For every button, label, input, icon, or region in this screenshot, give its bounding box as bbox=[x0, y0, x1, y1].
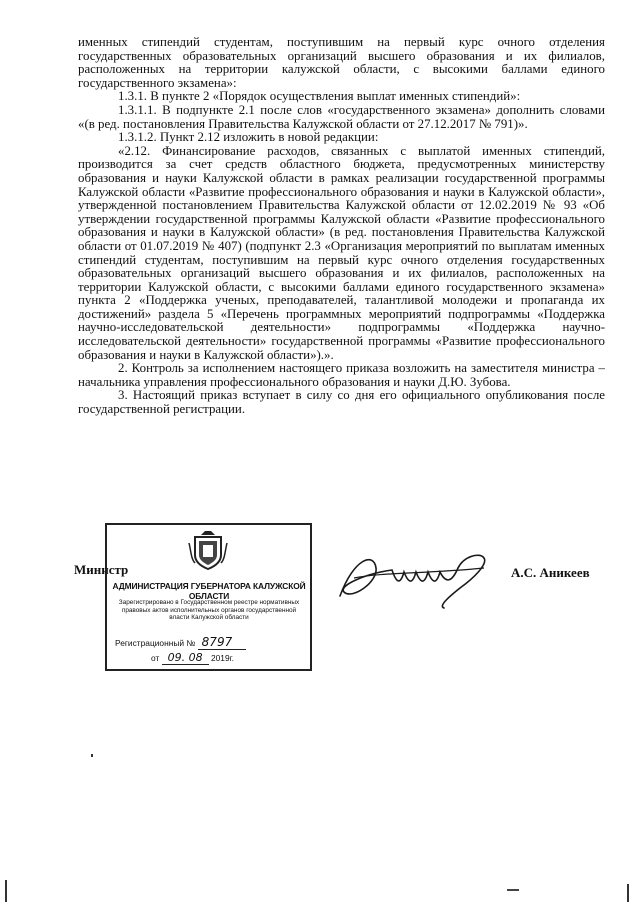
scan-mark bbox=[5, 880, 7, 902]
signature-role: Министр bbox=[74, 562, 129, 577]
scan-mark bbox=[507, 889, 519, 891]
paragraph-2-control: 2. Контроль за исполнением настоящего приказа возложить на заместителя министра – начальника управления профессионального образования и науки Д.Ю. Зубова. bbox=[78, 361, 605, 389]
stamp-reg-label: Регистрационный № bbox=[115, 638, 196, 648]
paragraph-2-12: «2.12. Финансирование расходов, связанных с выплатой именных стипендий, производится за счет средств областного бюджета, предусмотренных министерству образования и науки Калужской области в рамках реализации государственной программы Калужской области «Развитие профессионального образования и науки в Калужской области», утвержденной постановлением Правительства Калужской области от 12.02.2019 № 93 «Об утверждении государственной программы Калужской области «Развитие профессионального образования и науки в Калужской области» (в ред. постановления Правительства Калужской области от 01.07.2019 № 407) (подпункт 2.3 «Организация мероприятий по выплатам именных стипендий студентам, поступившим на первый курс очного отделения государственных образовательных организаций высшего образования и их филиалов, расположенных на территории Калужской области, с высокими баллами единого государственного экзамена» пункта 2 «Поддержка ученых, преподавателей, талантливой молодежи и пропаганда их достижений» раздела 5 «Перечень программных мероприятий подпрограммы «Поддержка научно-исследовательской деятельности» подпрограммы «Поддержка научно-исследовательской деятельности» государственной программы «Развитие профессионального образования и науки в Калужской области»).». bbox=[78, 143, 605, 362]
registration-stamp bbox=[105, 523, 312, 671]
paragraph-1-3-1-1: 1.3.1.1. В подпункте 2.1 после слов «государственного экзамена» дополнить словами «(в ред. постановления Правительства Калужской области от 27.12.2017 № 791)». bbox=[78, 102, 605, 131]
stamp-year-suffix: г. bbox=[229, 653, 234, 663]
handwritten-signature bbox=[334, 548, 504, 610]
scan-mark bbox=[91, 754, 93, 757]
paragraph-continuation: именных стипендий студентам, поступившим на первый курс очного отделения государственных образовательных организаций высшего образования и их филиалов, расположенных на территории калужской области, с высокими баллами единого государственного экзамена»: bbox=[78, 35, 605, 90]
stamp-date-prefix: от bbox=[151, 653, 160, 663]
stamp-date-value: 09. 08 bbox=[162, 651, 209, 665]
paragraph-3-effect: 3. Настоящий приказ вступает в силу со дня его официального опубликования после государственной регистрации. bbox=[78, 388, 605, 417]
stamp-registration bbox=[115, 635, 246, 649]
stamp-title: АДМИНИСТРАЦИЯ ГУБЕРНАТОРА КАЛУЖСКОЙ ОБЛАСТИ bbox=[112, 581, 306, 601]
coat-of-arms-icon bbox=[185, 531, 231, 571]
stamp-year: 2019 bbox=[210, 653, 230, 663]
document-body bbox=[78, 36, 605, 417]
scan-mark bbox=[627, 884, 629, 902]
stamp-reg-number: 8797 bbox=[198, 635, 247, 650]
signature-name: А.С. Аникеев bbox=[511, 565, 590, 580]
paragraph-1-3-1: 1.3.1. В пункте 2 «Порядок осуществления выплат именных стипендий»: bbox=[118, 89, 521, 104]
stamp-body: Зарегистрировано в Государственном реестре нормативных правовых актов исполнительных органов государственной власти Калужской области bbox=[118, 599, 300, 622]
paragraph-1-3-1-2: 1.3.1.2. Пункт 2.12 изложить в новой редакции: bbox=[118, 130, 379, 145]
stamp-date bbox=[151, 651, 234, 664]
